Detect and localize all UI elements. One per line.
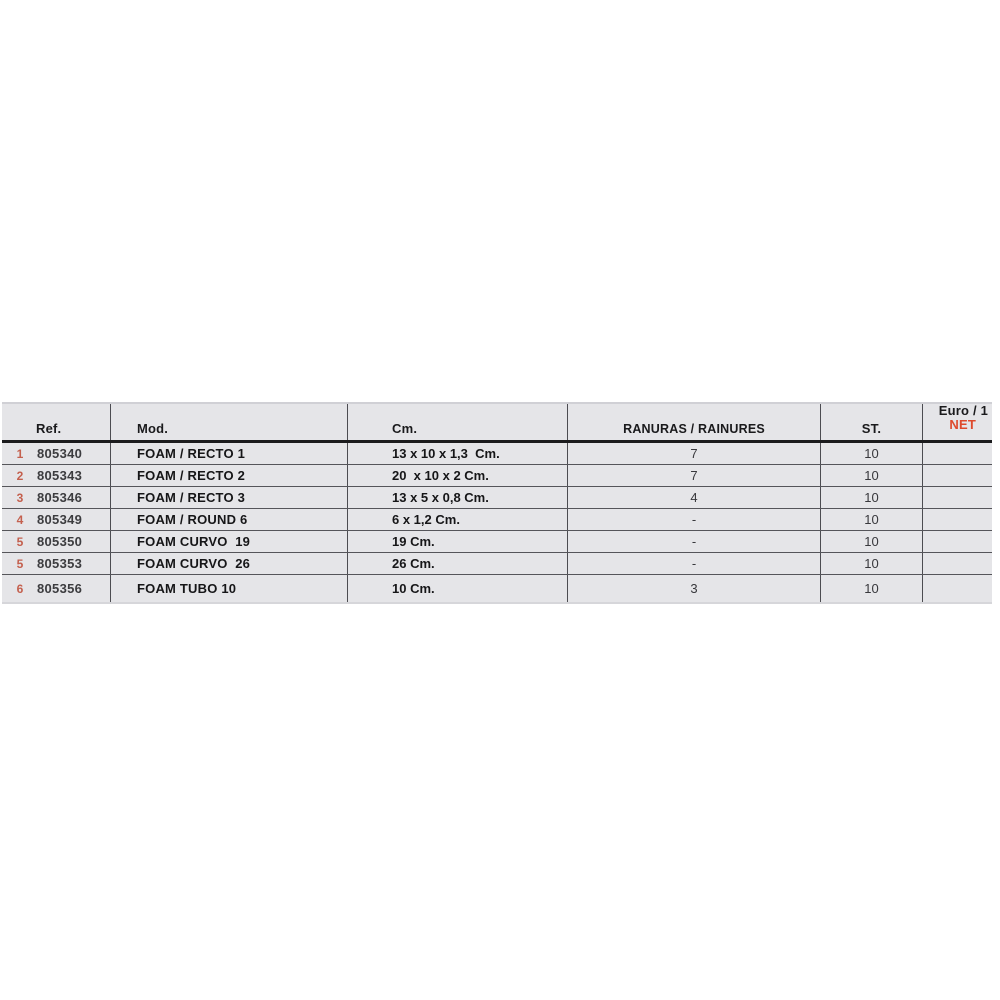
model-cell: FOAM / RECTO 2 [110,465,347,486]
net-price-cell [922,553,992,574]
header-ranuras: RANURAS / RAINURES [567,404,820,440]
ref-number: 805340 [37,446,83,461]
header-cm: Cm. [347,404,567,440]
model-cell: FOAM TUBO 10 [110,575,347,602]
ref-number: 805349 [37,512,83,527]
ref-cell [2,553,110,574]
ranuras-cell: - [567,509,820,530]
table-row [2,443,992,465]
ref-cell [2,509,110,530]
ranuras-cell: 7 [567,465,820,486]
table-row [2,553,992,575]
table-row [2,465,992,487]
ref-cell [2,531,110,552]
header-euro [922,404,992,440]
net-price-cell [922,487,992,508]
ref-number: 805356 [37,581,83,596]
net-price-cell [922,443,992,464]
table-row [2,575,992,602]
header-euro-unit: Euro / 1 [938,403,988,418]
st-cell: 10 [820,553,922,574]
row-index: 5 [16,534,24,549]
st-cell: 10 [820,509,922,530]
product-table [2,402,992,604]
ranuras-cell: 7 [567,443,820,464]
size-cell: 26 Cm. [347,553,567,574]
row-index: 3 [16,490,24,505]
table-row [2,487,992,509]
size-cell: 13 x 5 x 0,8 Cm. [347,487,567,508]
ranuras-cell: - [567,531,820,552]
header-ref: Ref. [36,421,62,436]
size-cell: 20 x 10 x 2 Cm. [347,465,567,486]
ranuras-cell: 4 [567,487,820,508]
st-cell: 10 [820,465,922,486]
ref-cell [2,465,110,486]
ref-number: 805346 [37,490,83,505]
table-header-row [2,404,992,443]
st-cell: 10 [820,575,922,602]
table-row [2,509,992,531]
model-cell: FOAM / RECTO 1 [110,443,347,464]
st-cell: 10 [820,443,922,464]
header-st: ST. [820,404,922,440]
model-cell: FOAM / RECTO 3 [110,487,347,508]
size-cell: 13 x 10 x 1,3 Cm. [347,443,567,464]
row-index: 6 [16,581,24,596]
model-cell: FOAM CURVO 26 [110,553,347,574]
row-index: 1 [16,446,24,461]
ref-cell [2,443,110,464]
size-cell: 10 Cm. [347,575,567,602]
row-index: 4 [16,512,24,527]
ref-cell [2,487,110,508]
st-cell: 10 [820,531,922,552]
model-cell: FOAM CURVO 19 [110,531,347,552]
size-cell: 19 Cm. [347,531,567,552]
row-index: 5 [16,556,24,571]
model-cell: FOAM / ROUND 6 [110,509,347,530]
row-index: 2 [16,468,24,483]
ranuras-cell: 3 [567,575,820,602]
net-price-cell [922,465,992,486]
size-cell: 6 x 1,2 Cm. [347,509,567,530]
header-mod: Mod. [110,404,347,440]
ref-cell [2,575,110,602]
st-cell: 10 [820,487,922,508]
header-euro-net: NET [949,417,976,432]
net-price-cell [922,531,992,552]
ref-number: 805353 [37,556,83,571]
table-row [2,531,992,553]
net-price-cell [922,575,992,602]
ref-number: 805343 [37,468,83,483]
net-price-cell [922,509,992,530]
ranuras-cell: - [567,553,820,574]
ref-number: 805350 [37,534,83,549]
